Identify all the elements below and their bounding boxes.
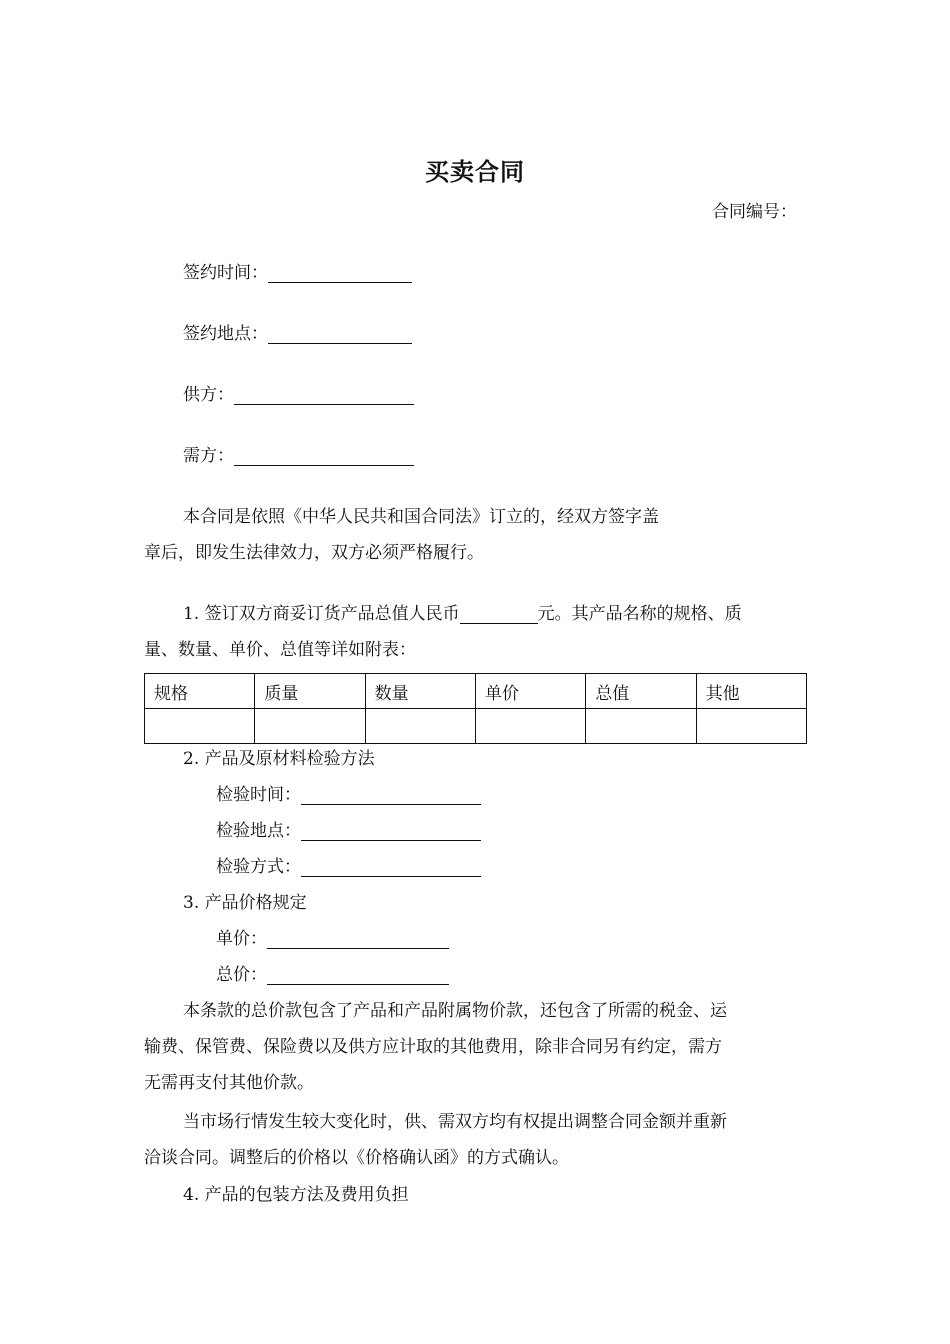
unit-price-label: 单价： — [216, 929, 267, 949]
unit-price-blank[interactable] — [267, 926, 449, 949]
inspect-time-blank[interactable] — [301, 782, 481, 805]
contract-number-label: 合同编号： — [712, 202, 797, 222]
price-paragraph-line-1: 本条款的总价款包含了产品和产品附属物价款，还包含了所需的税金、运 — [183, 1001, 727, 1021]
table-cell[interactable] — [696, 709, 806, 744]
inspect-place-blank[interactable] — [301, 818, 481, 841]
supplier-label: 供方： — [183, 385, 234, 405]
total-price-row — [216, 957, 449, 993]
table-cell[interactable] — [475, 709, 585, 744]
intro-line-2: 章后，即发生法律效力，双方必须严格履行。 — [144, 543, 484, 563]
price-paragraph-line-3: 无需再支付其他价款。 — [144, 1073, 314, 1093]
inspect-method-label: 检验方式： — [216, 857, 301, 877]
sign-time-label: 签约时间： — [183, 263, 268, 283]
clause-1-text-b: 元。其产品名称的规格、质 — [537, 604, 742, 624]
total-price-blank[interactable] — [267, 962, 449, 985]
price-paragraph-line-2: 输费、保管费、保险费以及供方应计取的其他费用，除非合同另有约定，需方 — [144, 1037, 722, 1057]
adjust-paragraph-line-1: 当市场行情发生较大变化时，供、需双方均有权提出调整合同金额并重新 — [183, 1112, 727, 1132]
inspect-time-label: 检验时间： — [216, 785, 301, 805]
clause-1-line-2: 量、数量、单价、总值等详如附表： — [144, 640, 416, 660]
sign-time-blank[interactable] — [268, 260, 412, 283]
clause-1-text-a: 1. 签订双方商妥订货产品总值人民币 — [183, 604, 460, 624]
supplier-row — [183, 377, 414, 413]
header-cell-quality: 质量 — [255, 674, 365, 709]
clause-4-title: 4. 产品的包装方法及费用负担 — [183, 1185, 409, 1205]
table-row — [145, 709, 807, 744]
total-value-blank[interactable] — [460, 601, 538, 624]
header-cell-total: 总值 — [586, 674, 696, 709]
header-cell-unit-price: 单价 — [475, 674, 585, 709]
sign-place-row — [183, 316, 412, 352]
table-cell[interactable] — [365, 709, 475, 744]
buyer-label: 需方： — [183, 446, 234, 466]
buyer-blank[interactable] — [234, 443, 414, 466]
total-price-label: 总价： — [216, 965, 267, 985]
header-cell-spec: 规格 — [145, 674, 255, 709]
table-cell[interactable] — [586, 709, 696, 744]
sign-time-row — [183, 255, 412, 291]
inspect-time-row — [216, 777, 481, 813]
table-header-row — [145, 674, 807, 709]
adjust-paragraph-line-2: 洽谈合同。调整后的价格以《价格确认函》的方式确认。 — [144, 1148, 569, 1168]
product-spec-table — [144, 673, 807, 744]
intro-line-1: 本合同是依照《中华人民共和国合同法》订立的，经双方签字盖 — [183, 507, 659, 527]
inspect-place-row — [216, 813, 481, 849]
buyer-row — [183, 438, 414, 474]
clause-3-title: 3. 产品价格规定 — [183, 893, 307, 913]
sign-place-blank[interactable] — [268, 321, 412, 344]
clause-2-title: 2. 产品及原材料检验方法 — [183, 749, 375, 769]
table-cell[interactable] — [255, 709, 365, 744]
header-cell-quantity: 数量 — [365, 674, 475, 709]
inspect-method-row — [216, 849, 481, 885]
clause-1-line-1 — [183, 596, 742, 632]
header-cell-other: 其他 — [696, 674, 806, 709]
supplier-blank[interactable] — [234, 382, 414, 405]
table-cell[interactable] — [145, 709, 255, 744]
inspect-place-label: 检验地点： — [216, 821, 301, 841]
unit-price-row — [216, 921, 449, 957]
sign-place-label: 签约地点： — [183, 324, 268, 344]
document-title: 买卖合同 — [425, 158, 525, 186]
inspect-method-blank[interactable] — [301, 854, 481, 877]
